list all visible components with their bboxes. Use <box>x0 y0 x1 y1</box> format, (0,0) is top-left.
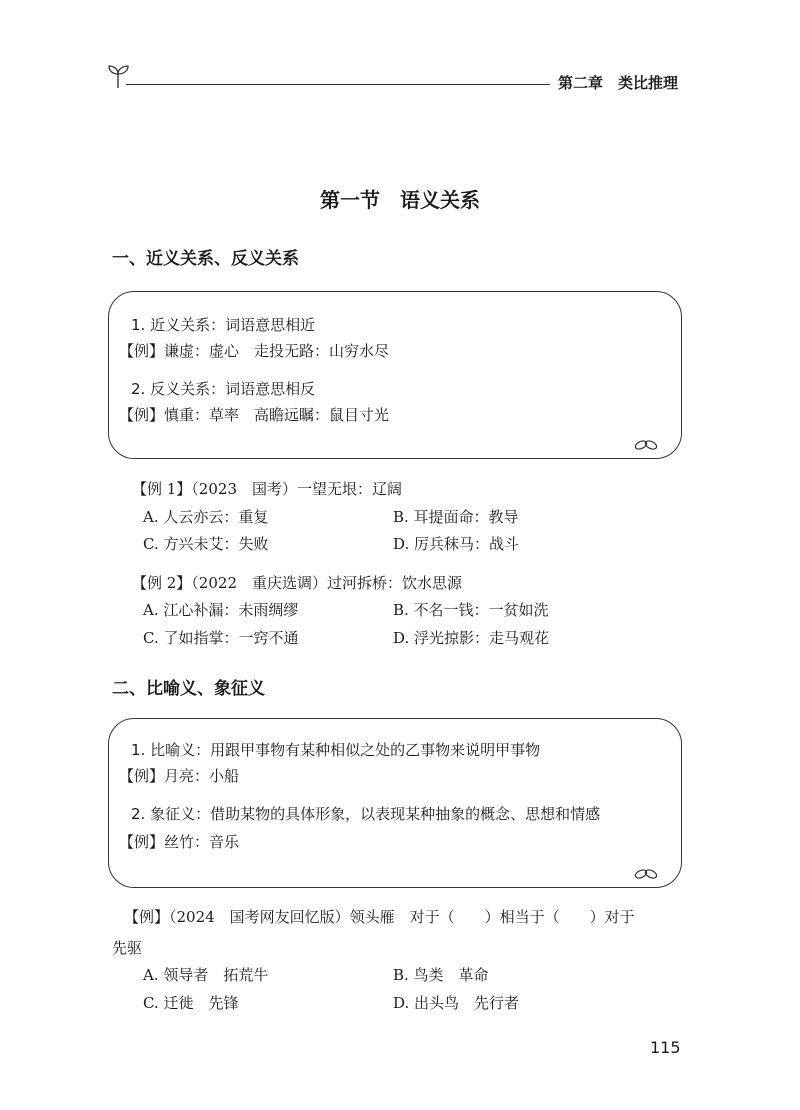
box1-line-1: 1. 近义关系：词语意思相近 <box>131 316 316 334</box>
part1-heading: 一、近义关系、反义关系 <box>112 249 299 269</box>
example-3-option-c: C. 迁徙 先锋 <box>143 994 239 1012</box>
example-1-stem: 【例 1】（2023 国考）一望无垠：辽阔 <box>132 480 402 498</box>
box2-line-2: 【例】月亮：小船 <box>119 767 240 785</box>
example-1-option-b: B. 耳提面命：教导 <box>393 508 519 526</box>
leaf-icon <box>633 867 659 881</box>
box2-line-1: 1. 比喻义：用跟甲事物有某种相似之处的乙事物来说明甲事物 <box>131 741 541 759</box>
example-2-option-d: D. 浮光掠影：走马观花 <box>393 629 550 647</box>
example-2-option-b: B. 不名一钱：一贫如洗 <box>393 601 549 619</box>
example-1-option-a: A. 人云亦云：重复 <box>143 508 269 526</box>
example-3-option-b: B. 鸟类 革命 <box>393 966 489 984</box>
example-2-option-c: C. 了如指掌：一窍不通 <box>143 629 299 647</box>
box1-line-2: 【例】谦虚：虚心 走投无路：山穷水尽 <box>119 342 390 360</box>
example-3-stem-line-1: 【例】（2024 国考网友回忆版）领头雁 对于（ ）相当于（ ）对于 <box>124 908 635 926</box>
section-title: 第一节 语义关系 <box>320 188 480 212</box>
page-number: 115 <box>650 1038 681 1057</box>
leaf-icon <box>633 438 659 452</box>
example-2-option-a: A. 江心补漏：未雨绸缪 <box>143 601 299 619</box>
example-3-option-a: A. 领导者 拓荒牛 <box>143 966 269 984</box>
box1-line-3: 2. 反义关系：词语意思相反 <box>131 380 316 398</box>
concept-box-2 <box>108 718 682 888</box>
box1-line-4: 【例】慎重：草率 高瞻远瞩：鼠目寸光 <box>119 406 390 424</box>
concept-box-1 <box>108 291 682 459</box>
header-chapter: 第二章 类比推理 <box>558 74 679 92</box>
part2-heading: 二、比喻义、象征义 <box>112 679 265 699</box>
header-rule <box>126 84 550 85</box>
example-1-option-d: D. 厉兵秣马：战斗 <box>393 535 520 553</box>
example-1-option-c: C. 方兴未艾：失败 <box>143 535 269 553</box>
example-2-stem: 【例 2】（2022 重庆选调）过河拆桥：饮水思源 <box>132 574 462 592</box>
sprout-icon <box>104 60 134 90</box>
box2-line-4: 【例】丝竹：音乐 <box>119 833 240 851</box>
example-3-option-d: D. 出头鸟 先行者 <box>393 994 520 1012</box>
box2-line-3: 2. 象征义：借助某物的具体形象，以表现某种抽象的概念、思想和情感 <box>131 805 601 823</box>
example-3-stem-line-2: 先驱 <box>112 939 143 957</box>
